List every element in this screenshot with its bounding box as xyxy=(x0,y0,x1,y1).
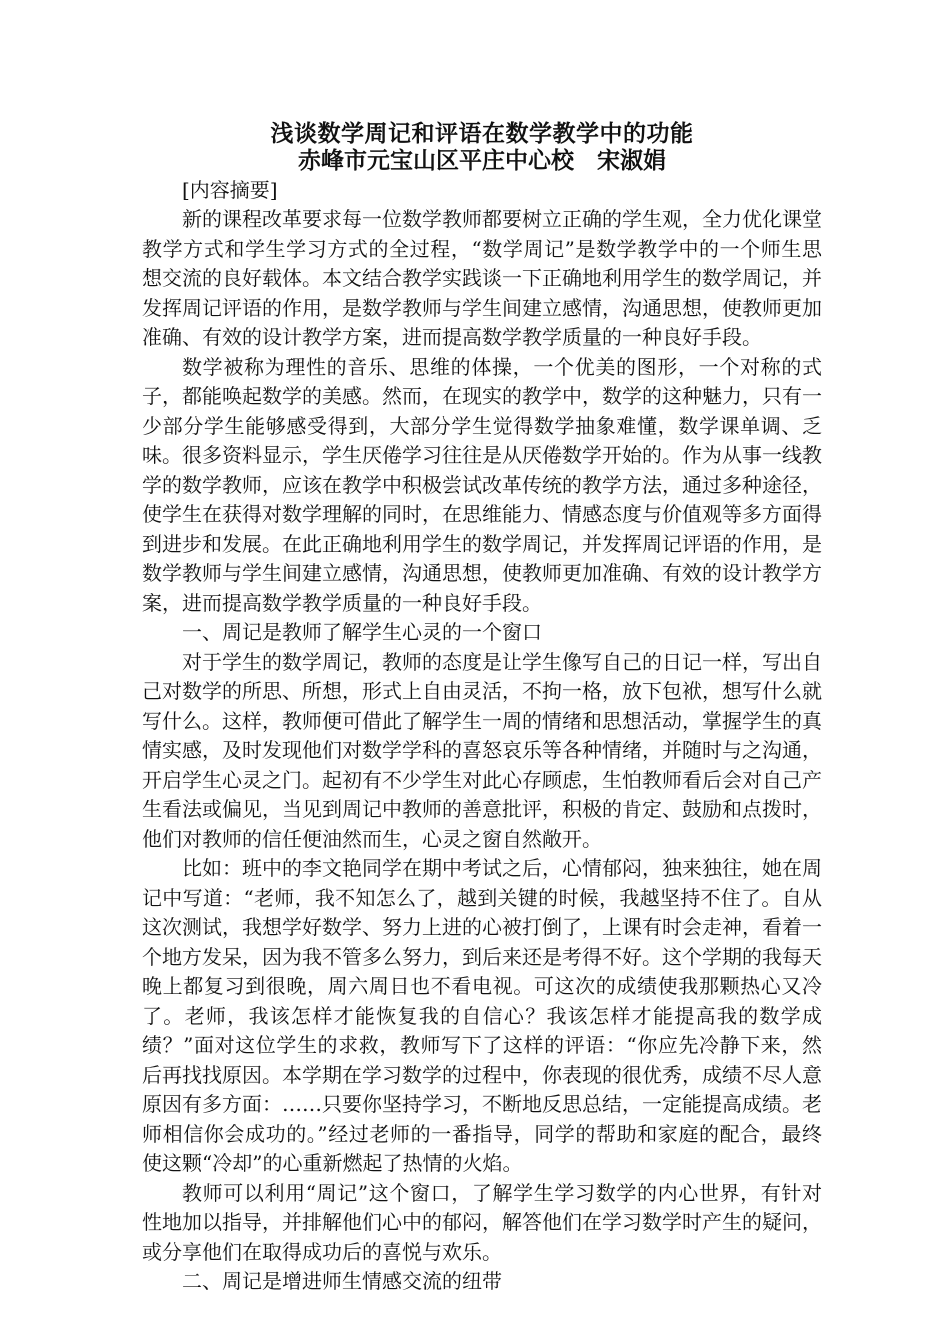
abstract-paragraph: 新的课程改革要求每一位数学教师都要树立正确的学生观，全力优化课堂教学方式和学生学习方式的全过程，“数学周记”是数学教学中的一个师生思想交流的良好载体。本文结合教学实践谈一下正确地利用学生的数学周记，并发挥周记评语的作用，是数学教师与学生间建立感情，沟通思想，使教师更加准确、有效的设计教学方案，进而提高数学教学质量的一种良好手段。 xyxy=(142,207,822,349)
document-page xyxy=(142,120,822,1297)
intro-paragraph: 数学被称为理性的音乐、思维的体操，一个优美的图形，一个对称的式子，都能唤起数学的美感。然而，在现实的教学中，数学的这种魅力，只有一少部分学生能够感受得到，大部分学生觉得数学抽象难懂，数学课单调、乏味。很多资料显示，学生厌倦学习往往是从厌倦数学开始的。作为从事一线教学的数学教师，应该在教学中积极尝试改革传统的教学方法，通过多种途径，使学生在获得对数学理解的同时，在思维能力、情感态度与价值观等多方面得到进步和发展。在此正确地利用学生的数学周记，并发挥周记评语的作用，是数学教师与学生间建立感情，沟通思想，使教师更加准确、有效的设计教学方案，进而提高数学教学质量的一种良好手段。 xyxy=(142,354,822,615)
section1-paragraph-3: 教师可以利用“周记”这个窗口，了解学生学习数学的内心世界，有针对性地加以指导，并排解他们心中的郁闷，解答他们在学习数学时产生的疑问，或分享他们在取得成功后的喜悦与欢乐。 xyxy=(142,1180,822,1264)
section1-paragraph-1: 对于学生的数学周记，教师的态度是让学生像写自己的日记一样，写出自己对数学的所思、所想，形式上自由灵活，不拘一格，放下包袱，想写什么就写什么。这样，教师便可借此了解学生一周的情绪和思想活动，掌握学生的真情实感，及时发现他们对数学学科的喜怒哀乐等各种情绪，并随时与之沟通，开启学生心灵之门。起初有不少学生对此心存顾虑，生怕教师看后会对自己产生看法或偏见，当见到周记中教师的善意批评，积极的肯定、鼓励和点拨时，他们对教师的信任便油然而生，心灵之窗自然敞开。 xyxy=(142,649,822,851)
abstract-label: [内容摘要] xyxy=(182,178,278,202)
section-heading-2: 二、周记是增进师生情感交流的纽带 xyxy=(182,1269,502,1293)
section1-paragraph-2: 比如：班中的李文艳同学在期中考试之后，心情郁闷，独来独往，她在周记中写道：“老师，我不知怎么了，越到关键的时候，我越坚持不住了。自从这次测试，我想学好数学、努力上进的心被打倒了，上课有时会走神，看着一个地方发呆，因为我不管多么努力，到后来还是考得不好。这个学期的我每天晚上都复习到很晚，周六周日也不看电视。可这次的成绩使我那颗热心又冷了。老师，我该怎样才能恢复我的自信心？我该怎样才能提高我的数学成绩？”面对这位学生的求救，教师写下了这样的评语：“你应先冷静下来，然后再找找原因。本学期在学习数学的过程中，你表现的很优秀，成绩不尽人意原因有多方面：……只要你坚持学习，不断地反思总结，一定能提高成绩。老师相信你会成功的。”经过老师的一番指导，同学的帮助和家庭的配合，最终使这颗“冷却”的心重新燃起了热情的火焰。 xyxy=(142,856,822,1175)
section-heading-1: 一、周记是教师了解学生心灵的一个窗口 xyxy=(182,620,542,644)
document-title: 浅谈数学周记和评语在数学教学中的功能 xyxy=(270,120,694,147)
document-author: 赤峰市元宝山区平庄中心校 宋淑娟 xyxy=(298,147,666,174)
